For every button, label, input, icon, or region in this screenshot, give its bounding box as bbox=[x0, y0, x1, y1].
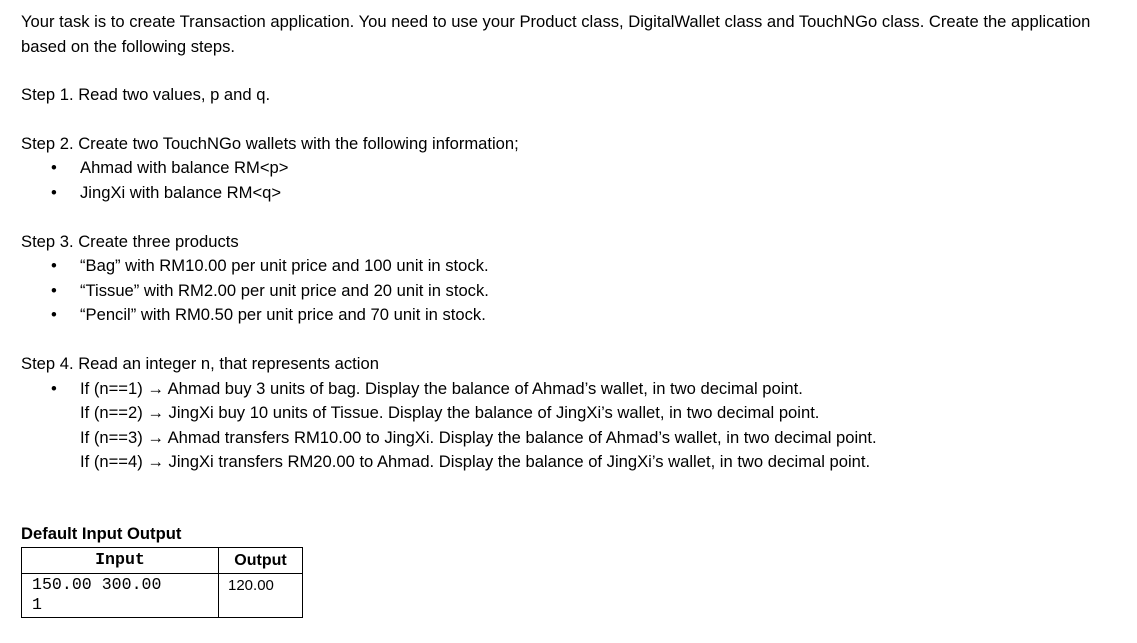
bullet-icon: • bbox=[51, 182, 57, 202]
list-item bbox=[21, 377, 1121, 402]
input-cell bbox=[22, 574, 219, 618]
step-3-title: Step 3. Create three products bbox=[21, 231, 239, 251]
bullet-icon: • bbox=[51, 256, 57, 276]
io-table bbox=[21, 547, 303, 618]
bullet-icon: • bbox=[51, 280, 57, 300]
condition-1: If (n==1) → Ahmad buy 3 units of bag. Display the balance of Ahmad’s wallet, in two decimal point. bbox=[80, 378, 803, 398]
condition-3: If (n==3) → Ahmad transfers RM10.00 to JingXi. Display the balance of Ahmad’s wallet, in two decimal point. bbox=[80, 427, 877, 447]
assignment-document bbox=[21, 10, 1121, 475]
step-2-title: Step 2. Create two TouchNGo wallets with the following information; bbox=[21, 133, 519, 153]
output-header: Output bbox=[219, 548, 303, 574]
step-2-list bbox=[21, 156, 1121, 205]
step-1: Step 1. Read two values, p and q. bbox=[21, 85, 271, 105]
table-header-row bbox=[22, 548, 303, 574]
condition-4: If (n==4) → JingXi transfers RM20.00 to Ahmad. Display the balance of JingXi’s wallet, in two decimal point. bbox=[80, 452, 871, 472]
list-item: • “Tissue” with RM2.00 per unit price and 20 unit in stock. bbox=[21, 279, 1121, 304]
input-line-1: 150.00 300.00 bbox=[32, 575, 162, 594]
bullet-icon: • bbox=[51, 378, 57, 398]
input-header: Input bbox=[22, 548, 219, 574]
io-section-title: Default Input Output bbox=[21, 524, 182, 543]
step-4-list bbox=[21, 377, 1121, 402]
list-item: • “Pencil” with RM0.50 per unit price and 70 unit in stock. bbox=[21, 303, 1121, 328]
table-row bbox=[22, 574, 303, 618]
bullet-icon: • bbox=[51, 158, 57, 178]
step-3-list bbox=[21, 254, 1121, 328]
step-4-title: Step 4. Read an integer n, that represents action bbox=[21, 353, 379, 373]
intro-paragraph: Your task is to create Transaction application. You need to use your Product class, DigitalWallet class and TouchNGo class. Create the application based on the following steps. bbox=[21, 12, 1091, 56]
list-item: • Ahmad with balance RM<p> bbox=[21, 156, 1121, 181]
list-item: • JingXi with balance RM<q> bbox=[21, 181, 1121, 206]
output-cell: 120.00 bbox=[219, 574, 303, 618]
bullet-icon: • bbox=[51, 305, 57, 325]
list-item: • “Bag” with RM10.00 per unit price and 100 unit in stock. bbox=[21, 254, 1121, 279]
condition-2: If (n==2) → JingXi buy 10 units of Tissue. Display the balance of JingXi’s wallet, in two decimal point. bbox=[80, 403, 820, 423]
input-line-2: 1 bbox=[32, 595, 42, 614]
